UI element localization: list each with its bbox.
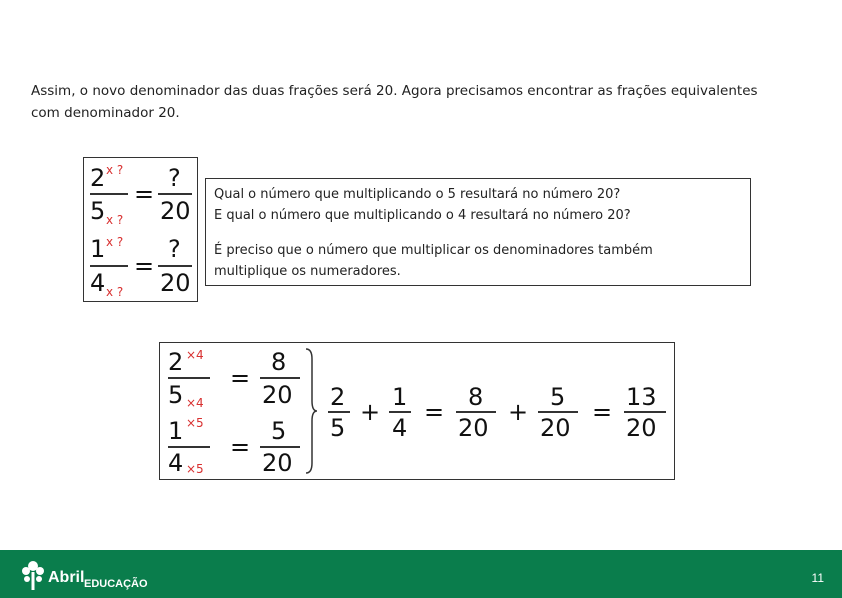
s-frac2-result-bar xyxy=(260,446,300,448)
sum-plus-1: + xyxy=(360,398,381,426)
q-frac1-result-num: ? xyxy=(168,164,181,192)
s-frac1-multiplier-num: ×4 xyxy=(186,348,204,362)
s-frac2-multiplier-num: ×5 xyxy=(186,416,204,430)
q-frac1-numerator: 2 xyxy=(90,164,106,192)
q-frac1-result-bar xyxy=(158,193,192,195)
sum-result-bar xyxy=(624,411,666,413)
s-frac2-result-den: 20 xyxy=(262,449,293,477)
q-frac1-denominator: 5 xyxy=(90,197,106,225)
s-frac1-bar xyxy=(168,377,210,379)
q-frac2-result-bar xyxy=(158,265,192,267)
explanation-line-2: multiplique os numeradores. xyxy=(214,264,401,279)
page-number: 11 xyxy=(811,571,824,585)
sum-a-den: 5 xyxy=(330,414,346,442)
sum-c-num: 8 xyxy=(468,383,484,411)
sum-equals-1: = xyxy=(424,398,445,426)
solution-box xyxy=(159,342,675,480)
sum-c-den: 20 xyxy=(458,414,489,442)
s-frac1-result-den: 20 xyxy=(262,381,293,409)
s-frac1-result-bar xyxy=(260,377,300,379)
sum-b-bar xyxy=(389,411,411,413)
explanation-box xyxy=(205,178,751,286)
intro-line-2: com denominador 20. xyxy=(31,105,180,121)
s-frac2-numerator: 1 xyxy=(168,417,184,445)
question-line-2: E qual o número que multiplicando o 4 resultará no número 20? xyxy=(214,208,631,223)
intro-text xyxy=(31,80,811,124)
q-frac2-bar xyxy=(90,265,128,267)
intro-line-1: Assim, o novo denominador das duas frações será 20. Agora precisamos encontrar as frações equivalentes xyxy=(31,83,758,99)
brand-sub: EDUCAÇÃO xyxy=(84,578,148,590)
sum-d-den: 20 xyxy=(540,414,571,442)
question-line-1: Qual o número que multiplicando o 5 resultará no número 20? xyxy=(214,187,621,202)
s-frac2-equals: = xyxy=(230,433,251,461)
footer-bar xyxy=(0,550,842,598)
sum-d-num: 5 xyxy=(550,383,566,411)
q-frac2-multiplier-num: x ? xyxy=(106,235,124,249)
sum-equals-2: = xyxy=(592,398,613,426)
q-frac2-result-num: ? xyxy=(168,235,181,263)
sum-b-den: 4 xyxy=(392,414,408,442)
curly-brace xyxy=(304,347,318,475)
sum-a-bar xyxy=(328,411,350,413)
q-frac2-numerator: 1 xyxy=(90,235,106,263)
sum-a-num: 2 xyxy=(330,383,346,411)
s-frac2-bar xyxy=(168,446,210,448)
s-frac1-multiplier-den: ×4 xyxy=(186,396,204,410)
q-frac1-result-den: 20 xyxy=(160,197,191,225)
sum-d-bar xyxy=(538,411,578,413)
s-frac1-equals: = xyxy=(230,364,251,392)
brand-name: Abril xyxy=(48,569,85,586)
q-frac1-bar xyxy=(90,193,128,195)
q-frac2-equals: = xyxy=(134,252,155,280)
q-frac2-result-den: 20 xyxy=(160,269,191,297)
tree-logo-icon xyxy=(20,558,46,592)
sum-plus-2: + xyxy=(508,398,529,426)
s-frac2-multiplier-den: ×5 xyxy=(186,462,204,476)
s-frac1-numerator: 2 xyxy=(168,348,184,376)
q-frac1-multiplier-num: x ? xyxy=(106,163,124,177)
q-frac2-multiplier-den: x ? xyxy=(106,285,124,299)
q-frac2-denominator: 4 xyxy=(90,269,106,297)
s-frac1-denominator: 5 xyxy=(168,381,184,409)
question-fractions-box xyxy=(83,157,198,302)
s-frac1-result-num: 8 xyxy=(271,348,287,376)
sum-c-bar xyxy=(456,411,496,413)
sum-result-num: 13 xyxy=(626,383,657,411)
q-frac1-multiplier-den: x ? xyxy=(106,213,124,227)
sum-result-den: 20 xyxy=(626,414,657,442)
s-frac2-denominator: 4 xyxy=(168,449,184,477)
explanation-line-1: É preciso que o número que multiplicar os denominadores também xyxy=(214,243,653,258)
q-frac1-equals: = xyxy=(134,180,155,208)
sum-b-num: 1 xyxy=(392,383,408,411)
s-frac2-result-num: 5 xyxy=(271,417,287,445)
